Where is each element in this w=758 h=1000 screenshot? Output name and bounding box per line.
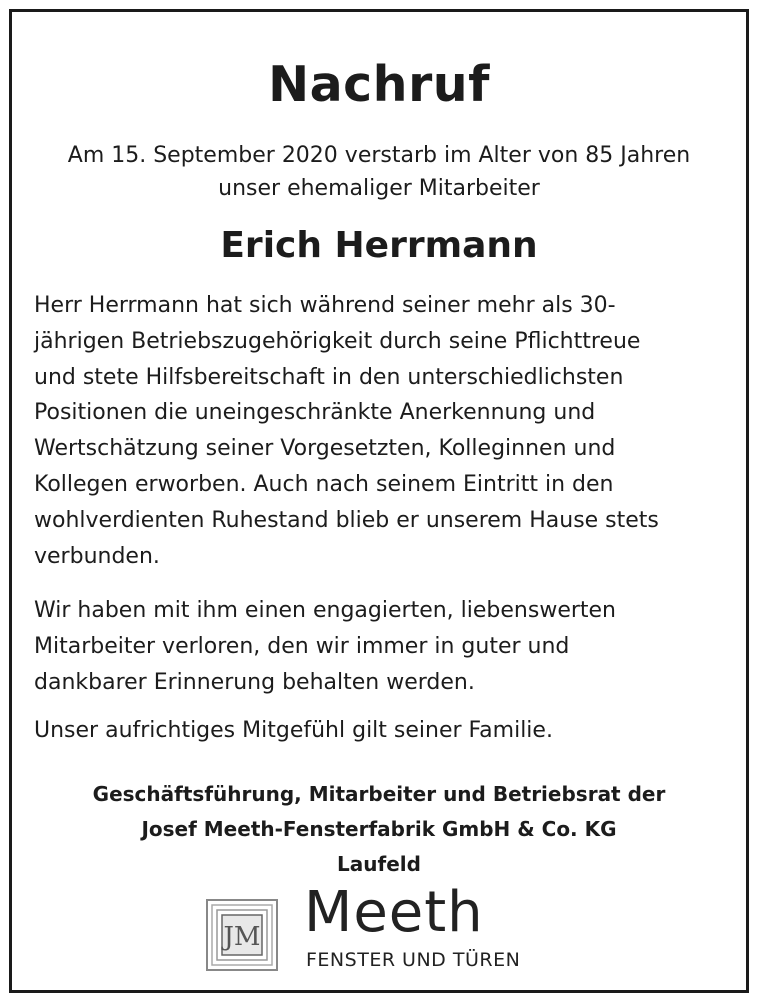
obituary-notice xyxy=(9,9,749,993)
text-line: Wir haben mit ihm einen engagierten, liebenswerten xyxy=(34,598,617,623)
text-line: und stete Hilfsbereitschaft in den unterschiedlichsten xyxy=(34,364,624,390)
signature-line-3: Laufeld xyxy=(337,852,421,876)
text-line: Herr Herrmann hat sich während seiner mehr als 30- xyxy=(34,293,616,318)
intro-line-2: unser ehemaliger Mitarbeiter xyxy=(218,176,540,201)
text-line: verbunden. xyxy=(34,543,160,569)
text-line: Wertschätzung seiner Vorgesetzten, Kolleginnen und xyxy=(34,436,616,462)
monogram-text: JM xyxy=(223,922,261,952)
company-logo xyxy=(204,880,564,975)
paragraph-tribute xyxy=(34,288,732,574)
jm-monogram-icon xyxy=(206,899,278,971)
signature-block xyxy=(12,777,746,882)
text-line: jährigen Betriebszugehörigkeit durch seine Pflichttreue xyxy=(34,328,641,354)
text-line: Positionen die uneingeschränkte Anerkennung und xyxy=(34,400,596,426)
paragraph-condolence xyxy=(34,713,732,749)
notice-title: Nachruf xyxy=(268,56,490,113)
text-line: wohlverdienten Ruhestand blieb er unserem Hause stets xyxy=(34,507,659,533)
intro-line-1: Am 15. September 2020 verstarb im Alter von 85 Jahren xyxy=(67,143,691,168)
text-line: Mitarbeiter verloren, den wir immer in guter und xyxy=(34,633,570,659)
signature-line-1: Geschäftsführung, Mitarbeiter und Betriebsrat der xyxy=(92,782,666,806)
signature-line-2: Josef Meeth-Fensterfabrik GmbH & Co. KG xyxy=(141,817,617,841)
deceased-name: Erich Herrmann xyxy=(220,225,538,266)
text-line: Unser aufrichtiges Mitgefühl gilt seiner Familie. xyxy=(34,718,553,743)
text-line: Kollegen erworben. Auch nach seinem Eintritt in den xyxy=(34,471,614,497)
brand-wordmark: Meeth xyxy=(304,880,484,945)
brand-tagline: FENSTER UND TÜREN xyxy=(306,949,521,971)
text-line: dankbarer Erinnerung behalten werden. xyxy=(34,669,475,695)
paragraph-loss xyxy=(34,593,732,700)
intro-text xyxy=(12,139,746,205)
